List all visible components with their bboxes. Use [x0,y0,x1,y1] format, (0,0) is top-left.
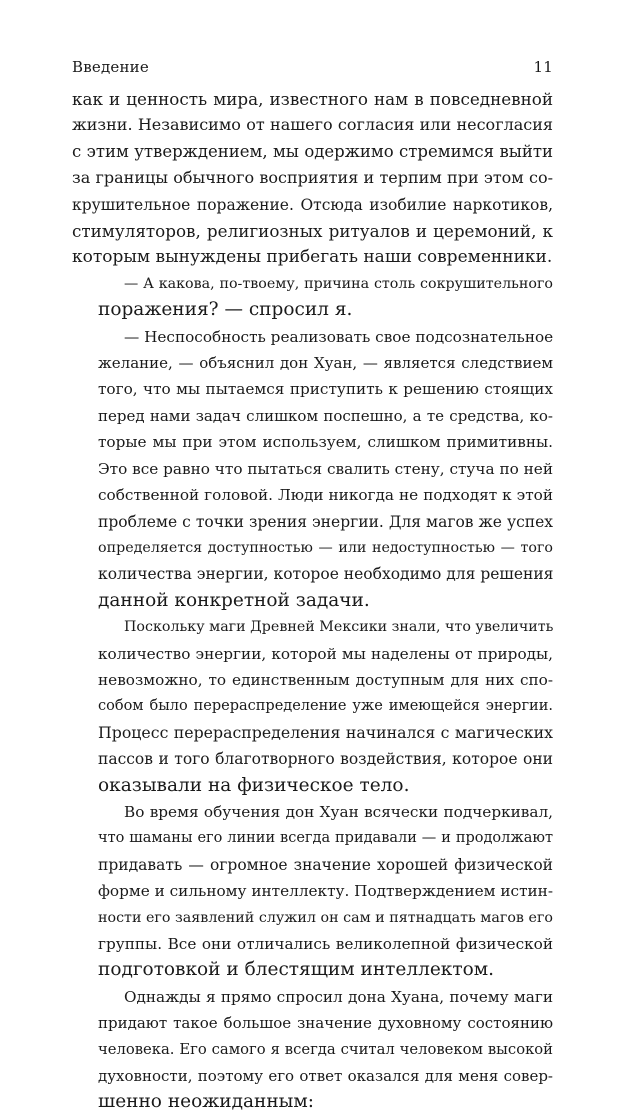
text-line: что шаманы его линии всегда придавали — и продолжают [98,830,553,847]
text-line: Однажды я прямо спросил дона Хуана, почему маги [124,987,553,1006]
text-line: поражения? — спросил я. [98,299,353,321]
text-line: перед нами задач слишком поспешно, а те средства, ко- [98,406,553,425]
text-line: — А какова, по-твоему, причина столь сокрушительного [124,275,553,292]
text-line: стимуляторов, религиозных ритуалов и церемоний, к [72,221,553,242]
text-line: — Неспособность реализовать свое подсознательное [124,327,554,346]
text-line: крушительное поражение. Отсюда изобилие наркотиков, [72,195,553,214]
paragraph [72,86,553,271]
paragraph [72,614,553,799]
text-line: количество энергии, которой мы наделены от природы, [98,644,553,663]
text-line: за границы обычного восприятия и терпим при этом со- [72,168,553,188]
text-line: невозможно, то единственным доступным для них спо- [98,670,553,689]
text-line: собом было перераспределение уже имеющейся энергии. [98,698,553,715]
text-line: человека. Его самого я всегда считал человеком высокой [98,1040,553,1058]
text-line: проблеме с точки зрения энергии. Для магов же успех [98,512,553,531]
text-line: духовности, поэтому его ответ оказался для меня совер- [98,1067,553,1086]
text-line: пассов и того благотворного воздействия, которое они [98,750,553,769]
text-line: определяется доступностью — или недоступностью — того [98,539,553,556]
running-head [72,58,553,76]
text-line: того, что мы пытаемся приступить к решению стоящих [98,380,553,399]
text-line: как и ценность мира, известного нам в повседневной [72,89,553,109]
paragraph [72,271,553,324]
text-line: желание, — объяснил дон Хуан, — является следствием [98,354,553,373]
text-line: форме и сильному интеллекту. Подтверждением истин- [98,882,553,901]
text-line: торые мы при этом используем, слишком примитивны. [98,433,553,452]
text-line: Во время обучения дон Хуан всячески подчеркивал, [124,802,553,821]
text-line: группы. Все они отличались великолепной физической [98,935,553,953]
text-line: которым вынуждены прибегать наши современники. [72,247,553,268]
text-line: придают такое большое значение духовному состоянию [98,1014,553,1033]
text-line: подготовкой и блестящим интеллектом. [98,959,495,981]
text-line: Процесс перераспределения начинался с магических [98,722,553,742]
section-title: Введение [72,58,149,76]
book-page [72,58,553,1116]
body-text [72,86,553,1116]
text-line: шенно неожиданным: [98,1091,315,1113]
text-line: с этим утверждением, мы одержимо стремимся выйти [72,141,553,161]
text-line: ности его заявлений служил он сам и пятнадцать магов его [98,909,553,926]
text-line: оказывали на физическое тело. [98,774,410,796]
text-line: собственной головой. Люди никогда не подходят к этой [98,486,553,505]
text-line: придавать — огромное значение хорошей физической [98,855,553,874]
paragraph [72,324,553,614]
text-line: жизни. Независимо от нашего согласия или несогласия [72,115,553,135]
text-line: Это все равно что пытаться свалить стену, стуча по ней [98,459,553,478]
text-line: Поскольку маги Древней Мексики знали, что увеличить [124,619,554,636]
paragraph [72,799,553,984]
paragraph [72,984,553,1116]
text-line: данной конкретной задачи. [98,589,370,611]
text-line: количества энергии, которое необходимо для решения [98,565,554,584]
page-number: 11 [533,58,553,76]
